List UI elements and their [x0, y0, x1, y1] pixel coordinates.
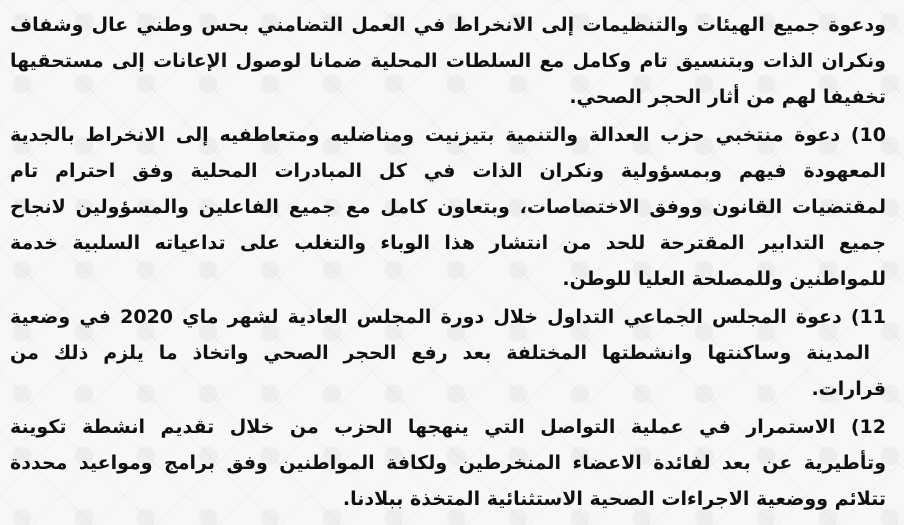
text-line: ودعوة جميع الهيئات والتنظيمات إلى الانخراط في العمل التضامني بحس وطني عال وشفاف: [10, 14, 886, 36]
text-line: المعهودة فيهم وبمسؤولية ونكران الذات في كل المبادرات المحلية وفق احترام تام: [10, 160, 886, 182]
text-line: جميع التدابير المقترحة للحد من انتشار هذا الوباء والتغلب على تداعياته السلبية خدمة: [10, 232, 886, 254]
text-line: للمواطنين وللمصلحة العليا للوطن.: [562, 268, 886, 290]
text-line: تخفيفا لهم من أثار الحجر الصحي.: [569, 86, 886, 108]
text-line: وتأطيرية عن بعد لفائدة الاعضاء المنخرطين ولكافة المواطنين وفق برامج ومواعيد محددة: [10, 452, 886, 474]
text-line: لمقتضيات القانون ووفق الاختصاصات، وبتعاون كامل مع جميع الفاعلين والمسؤولين لانجاح: [10, 196, 886, 218]
text-line: تتلائم ووضعية الاجراءات الصحية الاستثنائية المتخذة ببلادنا.: [342, 488, 886, 510]
list-item-12: 12) الاستمرار في عملية التواصل التي ينهجها الحزب من خلال تقديم انشطة تكوينة: [10, 416, 886, 438]
text-line: ونكران الذات وبتنسيق تام وكامل مع السلطات المحلية ضمانا لوصول الإعانات إلى مستحقيها: [10, 50, 886, 72]
list-item-11: 11) دعوة المجلس الجماعي التداول خلال دورة المجلس العادية لشهر ماي 2020 في وضعية: [10, 306, 886, 328]
list-item-10: 10) دعوة منتخبي حزب العدالة والتنمية بتيزنيت ومناضليه ومتعاطفيه إلى الانخراط بالجدية: [10, 124, 886, 146]
text-line: قرارات.: [811, 378, 886, 400]
text-line: المدينة وساكنتها وانشطتها المختلفة بعد رفع الحجر الصحي واتخاذ ما يلزم ذلك من: [10, 342, 870, 364]
